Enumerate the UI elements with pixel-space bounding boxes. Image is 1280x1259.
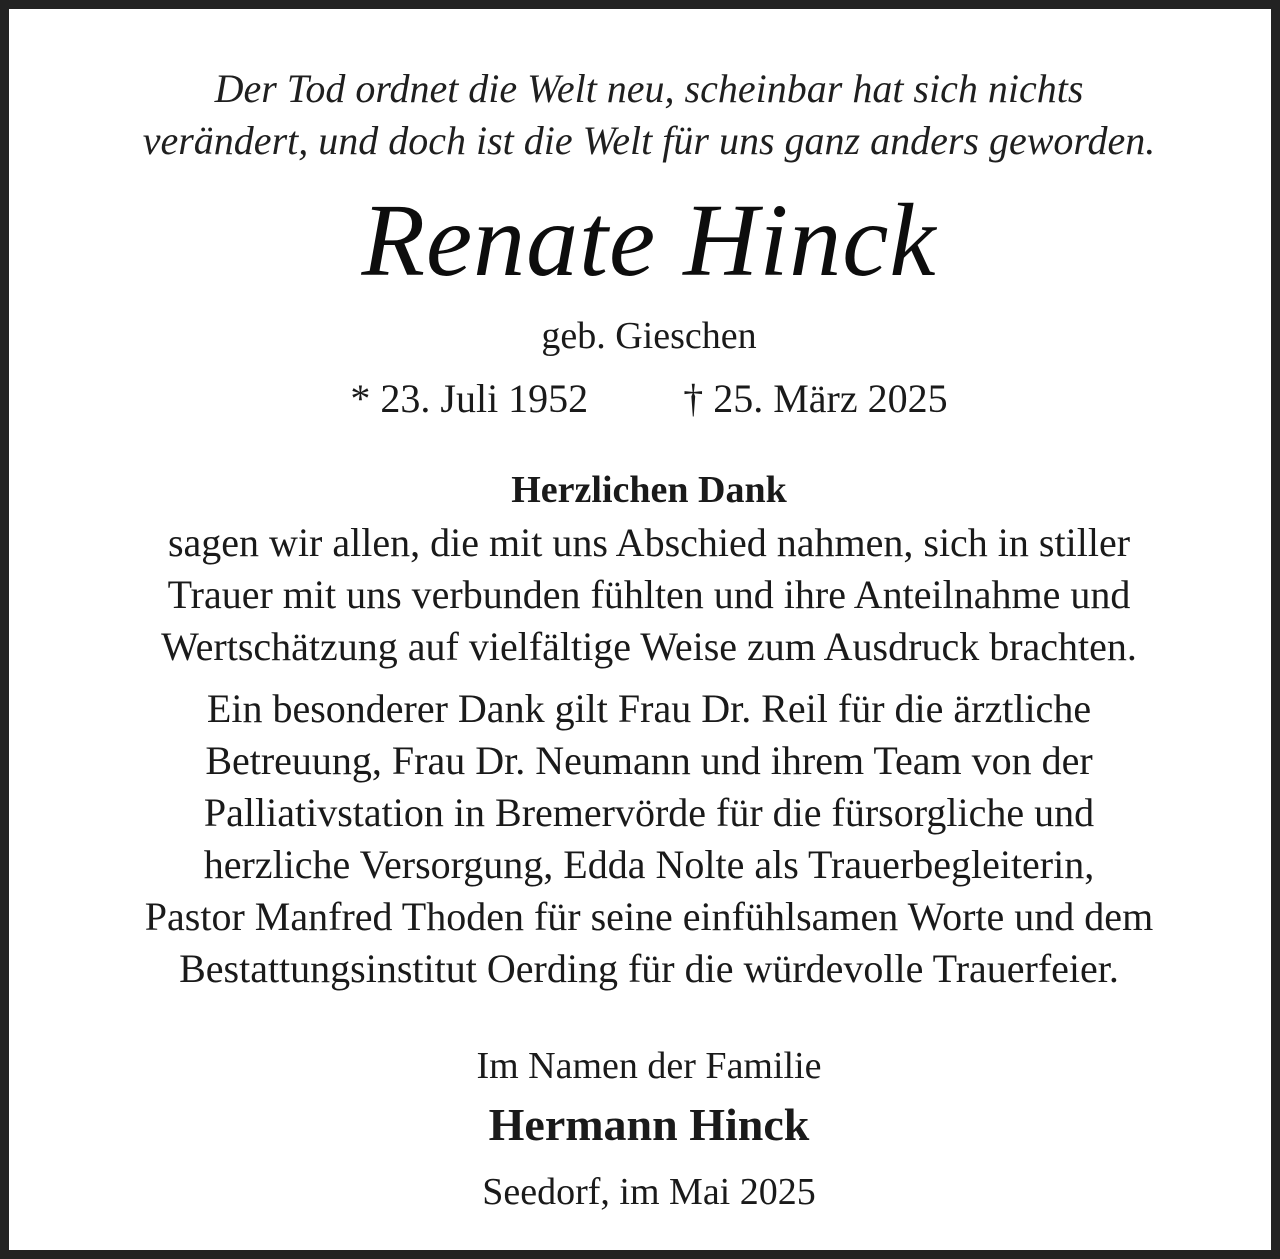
death-date: † 25. März 2025 [683, 376, 948, 421]
quote-line-1: Der Tod ordnet die Welt neu, scheinbar hat sich nichts [214, 66, 1084, 111]
special-thanks-line: Pastor Manfred Thoden für seine einfühlsamen Worte und dem [144, 894, 1154, 939]
place-date: Seedorf, im Mai 2025 [482, 1171, 816, 1213]
birth-date: * 23. Juli 1952 [350, 376, 589, 421]
special-thanks-line: Bestattungsinstitut Oerding für die würdevolle Trauerfeier. [179, 946, 1119, 991]
deceased-name: Renate Hinck [361, 183, 937, 298]
thanks-line: Trauer mit uns verbunden fühlten und ihre Anteilnahme und [167, 572, 1131, 617]
special-thanks-line: Palliativstation in Bremervörde für die fürsorgliche und [203, 790, 1095, 835]
special-thanks-line: Betreuung, Frau Dr. Neumann und ihrem Team von der [205, 738, 1093, 783]
special-thanks-line: Ein besonderer Dank gilt Frau Dr. Reil für die ärztliche [206, 686, 1092, 731]
family-label: Im Namen der Familie [476, 1045, 822, 1087]
life-dates [9, 375, 1280, 423]
birth-name: geb. Gieschen [541, 315, 757, 357]
thanks-heading: Herzlichen Dank [511, 469, 787, 511]
thanks-line: sagen wir allen, die mit uns Abschied nahmen, sich in stiller [167, 520, 1131, 565]
thanks-line: Wertschätzung auf vielfältige Weise zum Ausdruck brachten. [161, 624, 1137, 669]
signer-name: Hermann Hinck [488, 1099, 810, 1150]
quote-line-2: verändert, und doch ist die Welt für uns ganz anders geworden. [142, 118, 1156, 163]
special-thanks-line: herzliche Versorgung, Edda Nolte als Trauerbegleiterin, [203, 842, 1095, 887]
